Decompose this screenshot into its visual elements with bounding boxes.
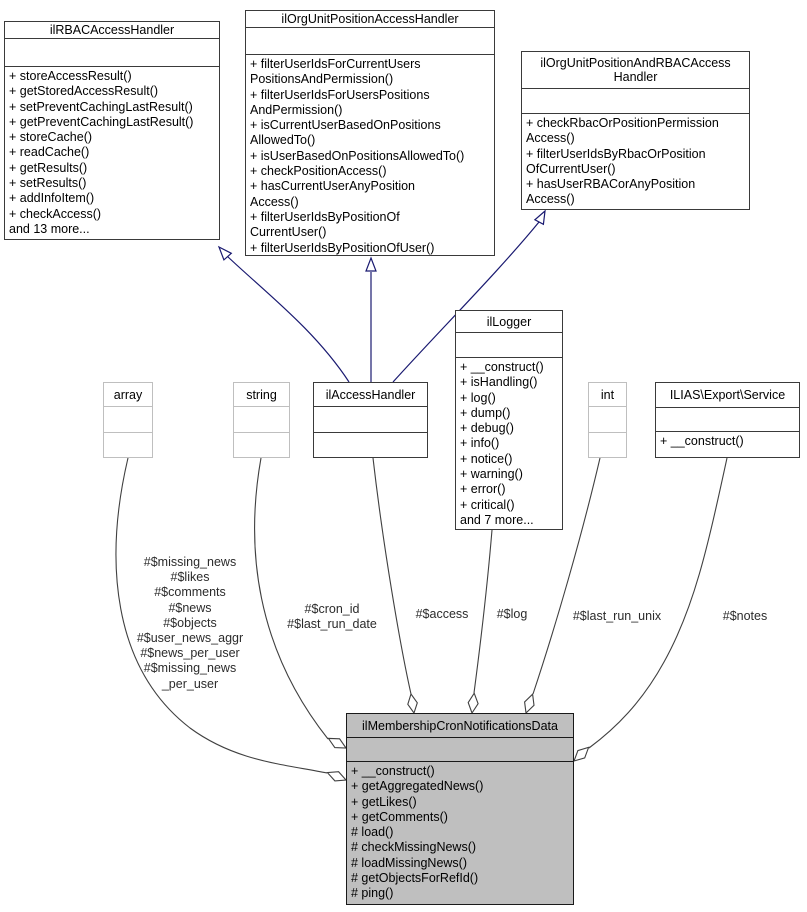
class-methods-compartment bbox=[456, 358, 562, 529]
class-methods-compartment bbox=[104, 433, 152, 458]
text-line: #$last_run_date bbox=[287, 617, 377, 632]
text-line: + filterUserIdsByPositionOf bbox=[250, 209, 400, 224]
text-line: + error() bbox=[460, 482, 506, 497]
class-title: string bbox=[234, 383, 289, 407]
text-line: + info() bbox=[460, 436, 500, 451]
text-line: _per_user bbox=[161, 676, 219, 691]
text-line: #$missing_news bbox=[143, 661, 237, 676]
text-line: # ping() bbox=[351, 886, 394, 901]
text-line: + hasUserRBACorAnyPosition bbox=[526, 177, 696, 192]
class-box-array bbox=[103, 382, 153, 458]
text-line: + log() bbox=[460, 390, 496, 405]
text-line: #$objects bbox=[163, 615, 217, 630]
text-line: + hasCurrentUserAnyPosition bbox=[250, 179, 416, 194]
text-line: + isHandling() bbox=[460, 375, 538, 390]
class-attributes-compartment bbox=[5, 39, 219, 67]
class-box-string bbox=[233, 382, 290, 458]
class-box-ilmembershipcronnotificationsdata bbox=[346, 713, 574, 905]
aggregation-diamond bbox=[327, 772, 346, 781]
edge-label-log: #$log bbox=[496, 607, 528, 621]
text-line: + readCache() bbox=[9, 145, 90, 160]
aggregation-diamond bbox=[408, 694, 418, 713]
text-line: + getComments() bbox=[351, 809, 448, 824]
text-line: + debug() bbox=[460, 421, 514, 436]
text-line: Access() bbox=[526, 192, 575, 207]
text-line: #$missing_news bbox=[143, 555, 237, 569]
text-line: Access() bbox=[526, 131, 575, 146]
class-box-ilorgunitpositionandrbacaccesshandler[interactable] bbox=[521, 51, 750, 210]
class-title: ilLogger bbox=[456, 311, 562, 333]
text-line: #$comments bbox=[154, 585, 226, 600]
aggregation-diamond bbox=[574, 747, 589, 761]
text-line: + notice() bbox=[460, 451, 513, 466]
inheritance-arrowhead bbox=[535, 211, 545, 224]
aggregation-diamond bbox=[468, 693, 478, 713]
text-line: + storeAccessResult() bbox=[9, 69, 132, 83]
class-attributes-compartment bbox=[246, 28, 494, 55]
text-line: + critical() bbox=[460, 497, 515, 512]
text-line: OfCurrentUser() bbox=[526, 161, 616, 176]
text-line: + __construct() bbox=[660, 434, 744, 448]
text-line: + __construct() bbox=[351, 764, 435, 778]
edge-accesshandler-to-rbac bbox=[227, 256, 349, 382]
text-line: + dump() bbox=[460, 405, 511, 420]
class-box-ilias-export-service[interactable] bbox=[655, 382, 800, 458]
text-line: + getStoredAccessResult() bbox=[9, 84, 159, 99]
class-title: array bbox=[104, 383, 152, 407]
text-line: + addInfoItem() bbox=[9, 191, 95, 206]
text-line: + filterUserIdsByRbacOrPosition bbox=[526, 146, 706, 161]
edge-label-last-run-unix: #$last_run_unix bbox=[572, 609, 662, 623]
text-line: and 7 more... bbox=[460, 512, 534, 527]
text-line: + setResults() bbox=[9, 176, 87, 191]
class-box-illogger[interactable] bbox=[455, 310, 563, 530]
edge-service-to-target bbox=[589, 458, 727, 748]
text-line: + checkPositionAccess() bbox=[250, 164, 387, 179]
text-line: and 13 more... bbox=[9, 221, 90, 236]
class-title: int bbox=[589, 383, 626, 407]
text-line: Access() bbox=[250, 194, 299, 209]
edge-label-string-fields bbox=[262, 602, 402, 632]
text-line: + warning() bbox=[460, 467, 523, 482]
class-title: ilRBACAccessHandler bbox=[5, 22, 219, 39]
class-box-ilrbacaccesshandler[interactable] bbox=[4, 21, 220, 240]
class-box-ilaccesshandler[interactable] bbox=[313, 382, 428, 458]
class-box-int bbox=[588, 382, 627, 458]
class-title: ilOrgUnitPositionAccessHandler bbox=[246, 11, 494, 28]
class-attributes-compartment bbox=[314, 407, 427, 433]
aggregation-diamond bbox=[328, 738, 346, 748]
text-line: # checkMissingNews() bbox=[351, 840, 477, 855]
edge-label-notes: #$notes bbox=[722, 609, 768, 623]
aggregation-diamond bbox=[525, 694, 534, 713]
class-methods-compartment bbox=[522, 114, 749, 209]
text-line: + getResults() bbox=[9, 160, 88, 175]
class-methods-compartment bbox=[589, 433, 626, 458]
class-methods-compartment bbox=[5, 67, 219, 239]
inheritance-arrowhead bbox=[366, 258, 376, 271]
text-line: + isUserBasedOnPositionsAllowedTo() bbox=[250, 148, 465, 163]
text-line: #$likes bbox=[170, 570, 210, 585]
class-attributes-compartment bbox=[589, 407, 626, 433]
text-line: + filterUserIdsByPositionOfUser() bbox=[250, 240, 435, 255]
text-line: + filterUserIdsForUsersPositions bbox=[250, 87, 430, 102]
text-line: + checkRbacOrPositionPermission bbox=[526, 116, 719, 130]
class-title: ilAccessHandler bbox=[314, 383, 427, 407]
edge-label-array-fields bbox=[110, 555, 270, 692]
class-title: ILIAS\Export\Service bbox=[656, 383, 799, 408]
class-methods-compartment bbox=[234, 433, 289, 458]
text-line: #$news_per_user bbox=[140, 646, 240, 661]
class-methods-compartment bbox=[347, 762, 573, 904]
class-attributes-compartment bbox=[456, 333, 562, 358]
text-line: #$news bbox=[168, 600, 212, 615]
text-line: + getPreventCachingLastResult() bbox=[9, 114, 194, 129]
edge-accesshandler-field-to-target bbox=[373, 458, 411, 694]
text-line: AndPermission() bbox=[250, 102, 343, 117]
class-attributes-compartment bbox=[234, 407, 289, 433]
text-line: + setPreventCachingLastResult() bbox=[9, 99, 193, 114]
text-line: #$cron_id bbox=[304, 602, 360, 616]
text-line: # load() bbox=[351, 825, 394, 840]
class-methods-compartment bbox=[314, 433, 427, 458]
class-title: ilOrgUnitPositionAndRBACAccess Handler bbox=[522, 52, 749, 89]
text-line: # getObjectsForRefId() bbox=[351, 871, 479, 886]
text-line: AllowedTo() bbox=[250, 133, 316, 148]
class-methods-compartment bbox=[656, 432, 799, 457]
edge-label-access: #$access bbox=[415, 607, 469, 621]
text-line: #$user_news_aggr bbox=[136, 631, 244, 646]
text-line: + isCurrentUserBasedOnPositions bbox=[250, 118, 441, 133]
class-methods-compartment bbox=[246, 55, 494, 255]
text-line: + filterUserIdsForCurrentUsers bbox=[250, 57, 421, 71]
class-box-ilorgunitpositionaccesshandler[interactable] bbox=[245, 10, 495, 256]
text-line: CurrentUser() bbox=[250, 225, 327, 240]
class-attributes-compartment bbox=[104, 407, 152, 433]
text-line: + storeCache() bbox=[9, 130, 93, 145]
class-attributes-compartment bbox=[522, 89, 749, 114]
text-line: + getAggregatedNews() bbox=[351, 779, 484, 794]
class-attributes-compartment bbox=[656, 408, 799, 432]
text-line: + getLikes() bbox=[351, 794, 417, 809]
text-line: + checkAccess() bbox=[9, 206, 102, 221]
text-line: + __construct() bbox=[460, 360, 544, 374]
class-title: ilMembershipCronNotificationsData bbox=[347, 714, 573, 738]
class-attributes-compartment bbox=[347, 738, 573, 762]
text-line: # loadMissingNews() bbox=[351, 855, 468, 870]
text-line: PositionsAndPermission() bbox=[250, 72, 394, 87]
